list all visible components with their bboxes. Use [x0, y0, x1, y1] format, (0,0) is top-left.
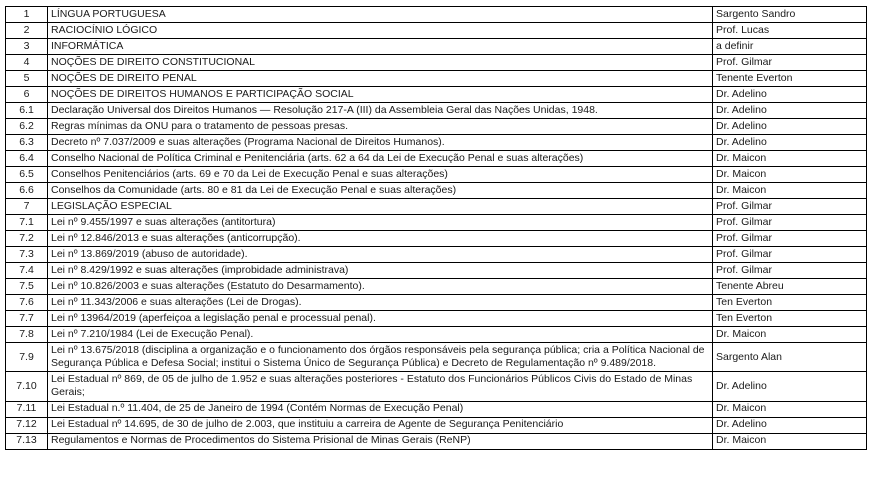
item-number: 4 — [6, 55, 48, 71]
syllabus-document — [5, 6, 867, 450]
subject-cell: Lei nº 7.210/1984 (Lei de Execução Penal). — [48, 327, 713, 343]
teacher-cell: Sargento Sandro — [713, 7, 867, 23]
table-row — [6, 39, 867, 55]
table-row — [6, 119, 867, 135]
table-row — [6, 433, 867, 449]
item-number: 7.3 — [6, 247, 48, 263]
teacher-cell: Prof. Gilmar — [713, 231, 867, 247]
table-row — [6, 103, 867, 119]
item-number: 7.13 — [6, 433, 48, 449]
teacher-cell: Dr. Maicon — [713, 167, 867, 183]
teacher-cell: Dr. Adelino — [713, 372, 867, 401]
subject-cell: Lei Estadual n.º 11.404, de 25 de Janeiro de 1994 (Contém Normas de Execução Penal) — [48, 401, 713, 417]
teacher-cell: Prof. Gilmar — [713, 263, 867, 279]
teacher-cell: Dr. Adelino — [713, 135, 867, 151]
teacher-cell: Tenente Abreu — [713, 279, 867, 295]
item-number: 6.1 — [6, 103, 48, 119]
teacher-cell: Dr. Maicon — [713, 401, 867, 417]
teacher-cell: Dr. Adelino — [713, 87, 867, 103]
table-row — [6, 231, 867, 247]
item-number: 6.6 — [6, 183, 48, 199]
item-number: 6.3 — [6, 135, 48, 151]
subject-cell: Lei nº 13.869/2019 (abuso de autoridade). — [48, 247, 713, 263]
item-number: 7.10 — [6, 372, 48, 401]
item-number: 3 — [6, 39, 48, 55]
teacher-cell: Dr. Adelino — [713, 103, 867, 119]
item-number: 7.9 — [6, 343, 48, 372]
table-row — [6, 417, 867, 433]
syllabus-table-body — [6, 7, 867, 450]
item-number: 7.6 — [6, 295, 48, 311]
item-number: 7.2 — [6, 231, 48, 247]
subject-cell: Lei Estadual nº 869, de 05 de julho de 1.952 e suas alterações posteriores - Estatuto dos Funcionários Públicos Civis do Estado de Minas Gerais; — [48, 372, 713, 401]
table-row — [6, 327, 867, 343]
subject-cell: Conselhos da Comunidade (arts. 80 e 81 da Lei de Execução Penal e suas alterações) — [48, 183, 713, 199]
teacher-cell: Prof. Gilmar — [713, 215, 867, 231]
subject-cell: Lei Estadual nº 14.695, de 30 de julho de 2.003, que instituiu a carreira de Agente de Segurança Penitenciário — [48, 417, 713, 433]
table-row — [6, 151, 867, 167]
table-row — [6, 263, 867, 279]
teacher-cell: Ten Everton — [713, 295, 867, 311]
subject-cell: LEGISLAÇÃO ESPECIAL — [48, 199, 713, 215]
teacher-cell: Sargento Alan — [713, 343, 867, 372]
item-number: 7.12 — [6, 417, 48, 433]
table-row — [6, 343, 867, 372]
subject-cell: Conselhos Penitenciários (arts. 69 e 70 da Lei de Execução Penal e suas alterações) — [48, 167, 713, 183]
item-number: 6.5 — [6, 167, 48, 183]
item-number: 6.2 — [6, 119, 48, 135]
subject-cell: INFORMÁTICA — [48, 39, 713, 55]
table-row — [6, 372, 867, 401]
item-number: 1 — [6, 7, 48, 23]
item-number: 2 — [6, 23, 48, 39]
subject-cell: NOÇÕES DE DIREITO CONSTITUCIONAL — [48, 55, 713, 71]
table-row — [6, 7, 867, 23]
item-number: 6 — [6, 87, 48, 103]
subject-cell: Decreto nº 7.037/2009 e suas alterações (Programa Nacional de Direitos Humanos). — [48, 135, 713, 151]
teacher-cell: Dr. Maicon — [713, 183, 867, 199]
subject-cell: Regulamentos e Normas de Procedimentos do Sistema Prisional de Minas Gerais (ReNP) — [48, 433, 713, 449]
table-row — [6, 55, 867, 71]
table-row — [6, 87, 867, 103]
table-row — [6, 401, 867, 417]
table-row — [6, 311, 867, 327]
subject-cell: Lei nº 13.675/2018 (disciplina a organização e o funcionamento dos órgãos responsáveis pela segurança pública; cria a Política Nacional de Segurança Pública e Defesa Social; institui o Sistema Único de Segurança Pública) e Decreto de Regulamentação nº 9.489/2018. — [48, 343, 713, 372]
teacher-cell: Dr. Maicon — [713, 433, 867, 449]
teacher-cell: Dr. Adelino — [713, 417, 867, 433]
item-number: 7.11 — [6, 401, 48, 417]
subject-cell: Lei nº 10.826/2003 e suas alterações (Estatuto do Desarmamento). — [48, 279, 713, 295]
item-number: 7.4 — [6, 263, 48, 279]
teacher-cell: Prof. Gilmar — [713, 247, 867, 263]
subject-cell: Lei nº 11.343/2006 e suas alterações (Lei de Drogas). — [48, 295, 713, 311]
table-row — [6, 279, 867, 295]
subject-cell: Lei nº 9.455/1997 e suas alterações (antitortura) — [48, 215, 713, 231]
teacher-cell: Dr. Maicon — [713, 327, 867, 343]
table-row — [6, 135, 867, 151]
item-number: 5 — [6, 71, 48, 87]
subject-cell: LÍNGUA PORTUGUESA — [48, 7, 713, 23]
table-row — [6, 215, 867, 231]
subject-cell: Lei nº 13964/2019 (aperfeiçoa a legislação penal e processual penal). — [48, 311, 713, 327]
table-row — [6, 247, 867, 263]
subject-cell: Declaração Universal dos Direitos Humanos — Resolução 217-A (III) da Assembleia Geral das Nações Unidas, 1948. — [48, 103, 713, 119]
table-row — [6, 295, 867, 311]
subject-cell: NOÇÕES DE DIREITOS HUMANOS E PARTICIPAÇÃO SOCIAL — [48, 87, 713, 103]
table-row — [6, 183, 867, 199]
table-row — [6, 71, 867, 87]
subject-cell: Lei nº 8.429/1992 e suas alterações (improbidade administrava) — [48, 263, 713, 279]
teacher-cell: Prof. Lucas — [713, 23, 867, 39]
subject-cell: RACIOCÍNIO LÓGICO — [48, 23, 713, 39]
teacher-cell: a definir — [713, 39, 867, 55]
item-number: 7.1 — [6, 215, 48, 231]
teacher-cell: Prof. Gilmar — [713, 55, 867, 71]
teacher-cell: Dr. Adelino — [713, 119, 867, 135]
teacher-cell: Prof. Gilmar — [713, 199, 867, 215]
item-number: 7 — [6, 199, 48, 215]
teacher-cell: Tenente Everton — [713, 71, 867, 87]
item-number: 7.8 — [6, 327, 48, 343]
item-number: 7.5 — [6, 279, 48, 295]
table-row — [6, 199, 867, 215]
item-number: 7.7 — [6, 311, 48, 327]
item-number: 6.4 — [6, 151, 48, 167]
syllabus-table — [5, 6, 867, 450]
subject-cell: NOÇÕES DE DIREITO PENAL — [48, 71, 713, 87]
teacher-cell: Ten Everton — [713, 311, 867, 327]
subject-cell: Lei nº 12.846/2013 e suas alterações (anticorrupção). — [48, 231, 713, 247]
subject-cell: Regras mínimas da ONU para o tratamento de pessoas presas. — [48, 119, 713, 135]
teacher-cell: Dr. Maicon — [713, 151, 867, 167]
subject-cell: Conselho Nacional de Política Criminal e Penitenciária (arts. 62 a 64 da Lei de Execução Penal e suas alterações) — [48, 151, 713, 167]
table-row — [6, 167, 867, 183]
table-row — [6, 23, 867, 39]
